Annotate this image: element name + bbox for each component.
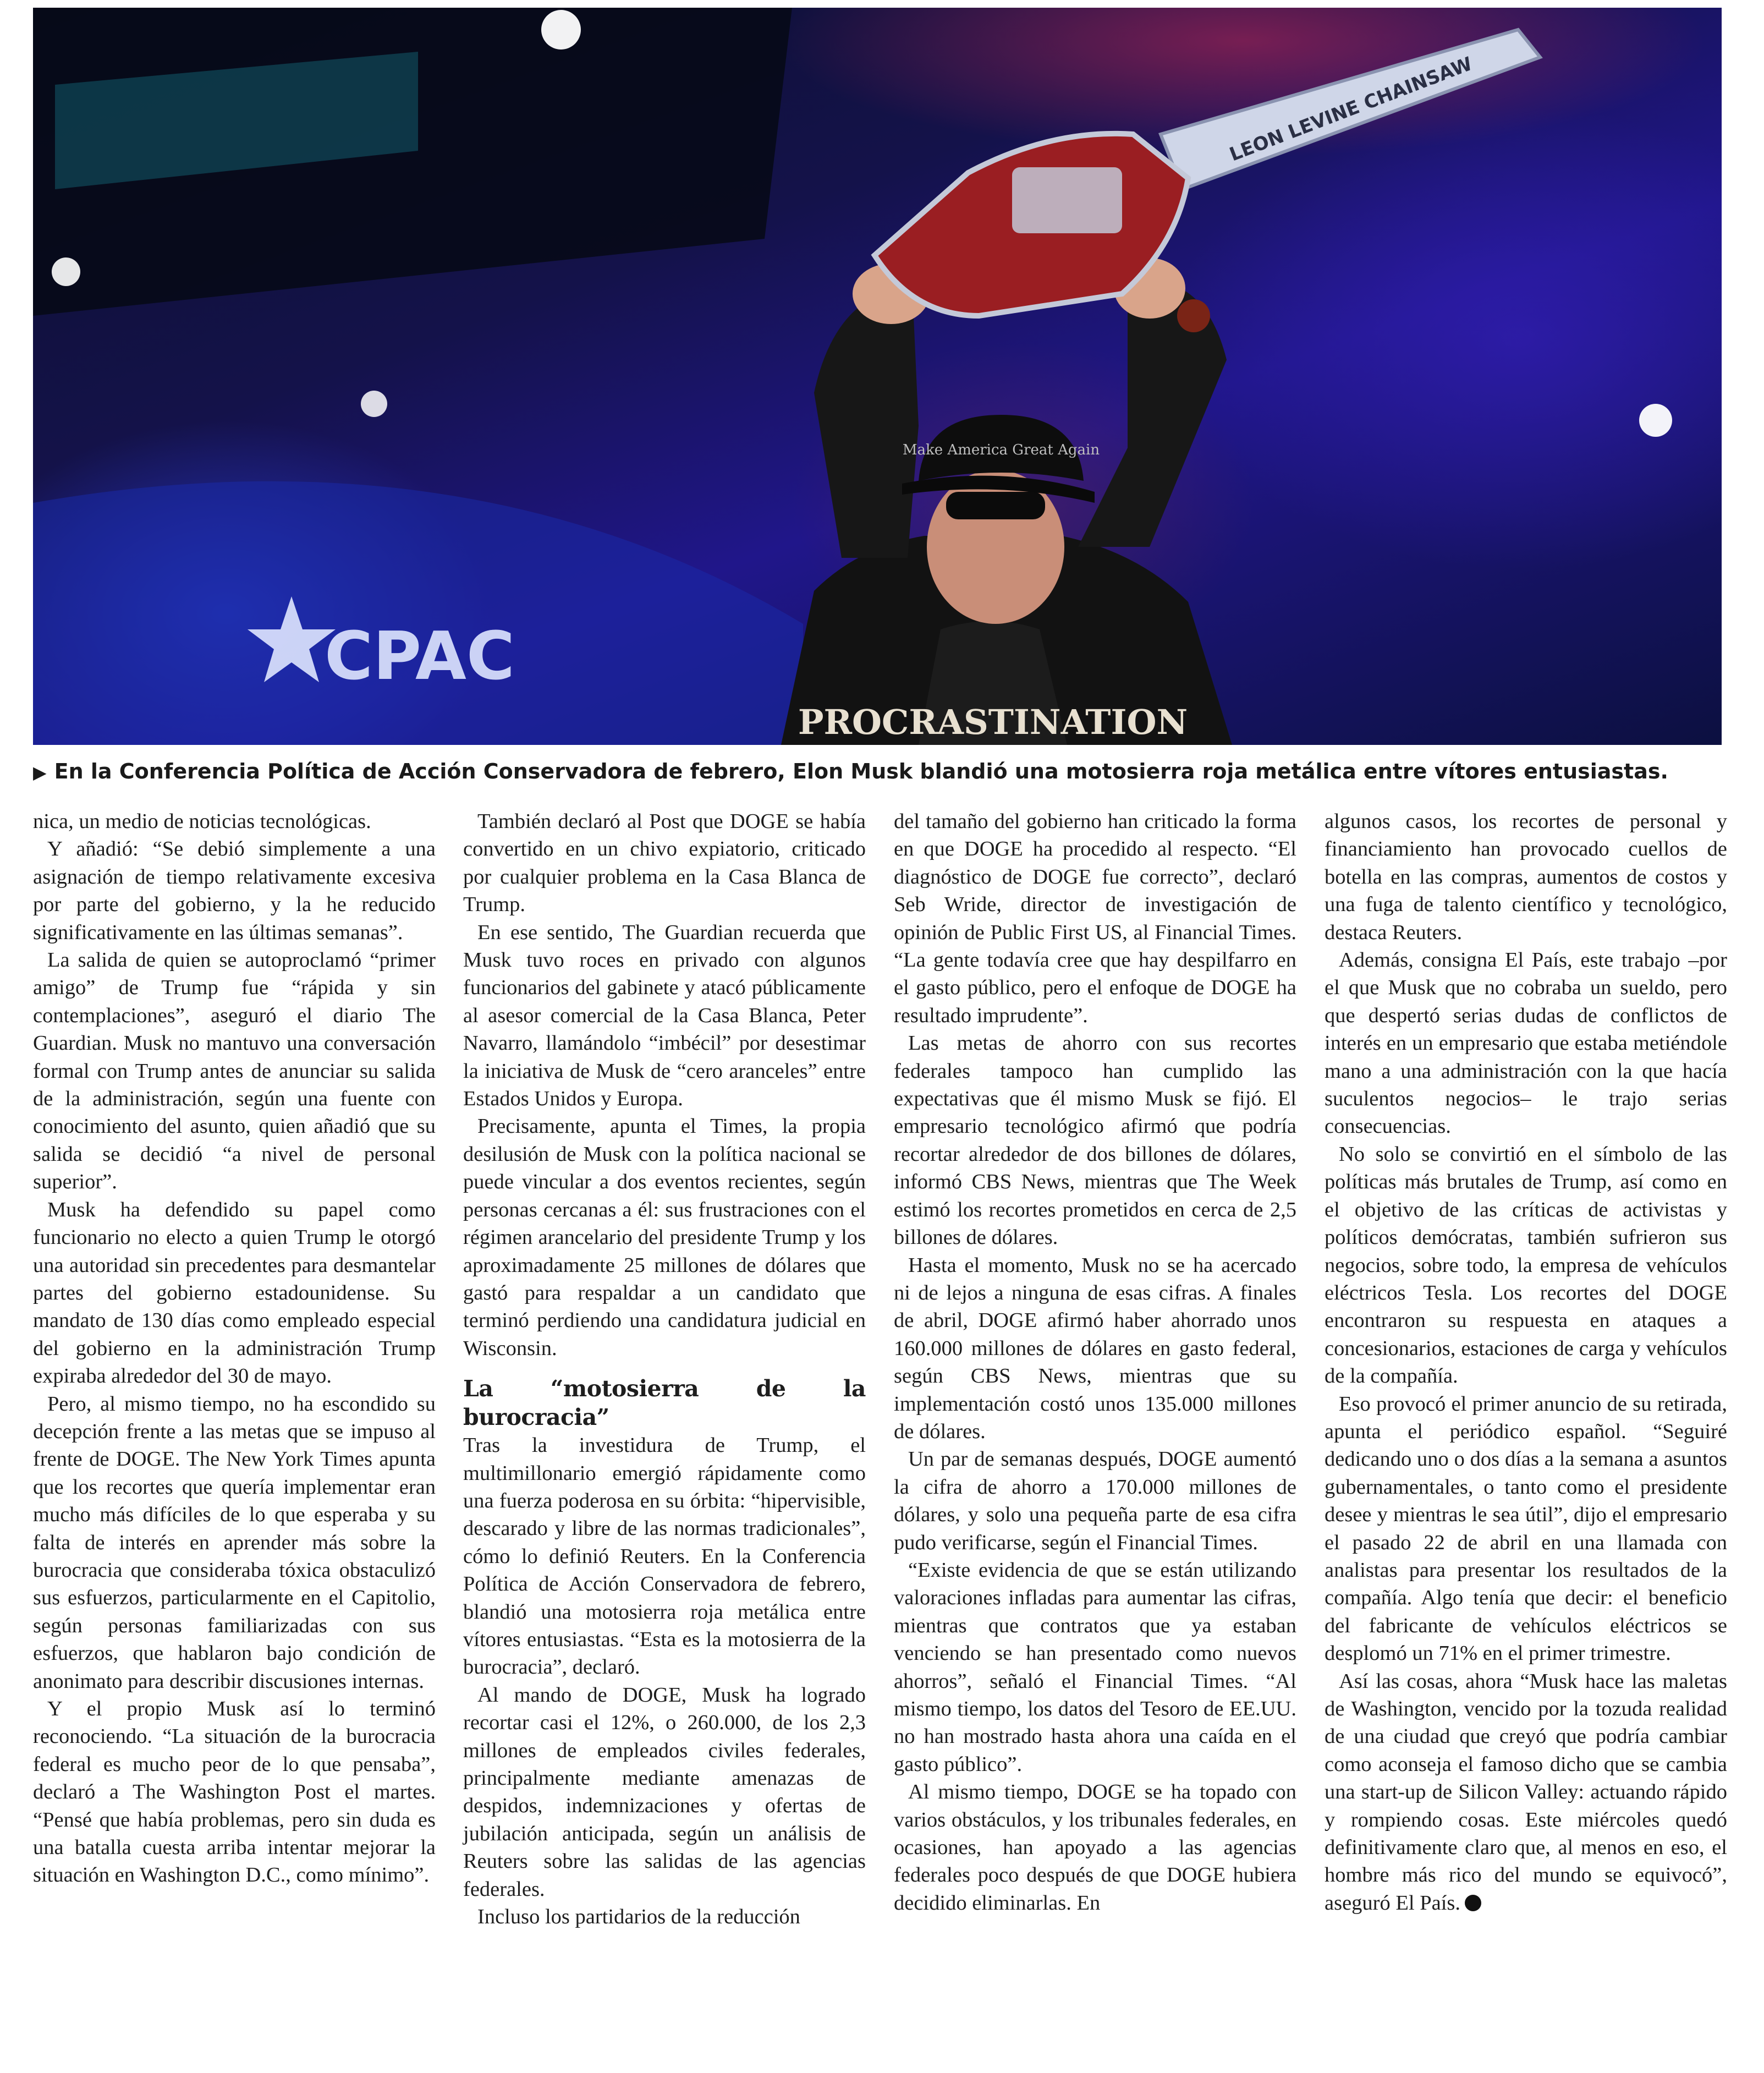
column-4 — [1325, 808, 1727, 1917]
paragraph: Un par de semanas después, DOGE aumentó la cifra de ahorro a 170.000 millones de dólares, y solo una pequeña parte de esa cifra pudo verificarse, según el Financial Times. — [894, 1447, 1296, 1554]
chainsaw-bar-text: LEON LEVINE CHAINSAW — [1226, 53, 1476, 166]
shirt-text: PROCRASTINATION — [798, 702, 1188, 742]
paragraph: También declaró al Post que DOGE se había convertido en un chivo expiatorio, criticado por cualquier problema en la Casa Blanca de Trump. — [463, 810, 866, 917]
stage-band — [33, 481, 803, 745]
chainsaw — [875, 30, 1540, 332]
photo-illustration — [33, 8, 1722, 745]
column-3 — [894, 808, 1296, 1917]
paragraph: del tamaño del gobierno han criticado la forma en que DOGE ha procedido al respecto. “El diagnóstico de DOGE fue correcto”, declaró Seb Wride, director de investigación de opinión de Public First US, al Financial Times. “La gente todavía cree que hay despilfarro en el gasto público, pero el enfoque de DOGE ha resultado imprudente”. — [894, 810, 1296, 1027]
paragraph: Pero, al mismo tiempo, no ha escondido su decepción frente a las metas que se impuso al frente de DOGE. The New York Times apunta que los recortes que quería implementar eran mucho más difíciles de lo que esperaba y su falta de interés en aprender más sobre la burocracia que consideraba tóxica obstaculizó sus esfuerzos, particularmente en el Capitolio, según personas familiarizadas con sus esfuerzos, que hablaron bajo condición de anonimato para describir discusiones internas. — [33, 1392, 436, 1693]
paragraph: algunos casos, los recortes de personal y financiamiento han provocado cuellos de botella en las compras, aumentos de costos y una fuga de talento científico y tecnológico, destaca Reuters. — [1325, 810, 1727, 944]
stage-light-2 — [52, 257, 80, 286]
paragraph: nica, un medio de noticias tecnológicas. — [33, 810, 371, 833]
paragraph: No solo se convirtió en el símbolo de las políticas más brutales de Trump, así como en el objetivo de las críticas de activistas y políticos demócratas, también sufrieron sus negocios, sobre todo, la empresa de vehículos eléctricos Tesla. Los recortes del DOGE encontraron su respuesta en ataques a concesionarios, estaciones de carga y vehículos de la compañía. — [1325, 1142, 1727, 1388]
section-subhead: La “motosierra de la burocracia” — [463, 1375, 866, 1431]
person-sunglasses — [946, 492, 1045, 519]
paragraph: Y añadió: “Se debió simplemente a una asignación de tiempo relativamente excesiva por parte del gobierno, y la he reducido significativamente en las últimas semanas”. — [33, 837, 436, 944]
paragraph: “Existe evidencia de que se están utilizando valoraciones infladas para aumentar las cifras, mientras que contratos que ya estaban venciendo se han presentado como nuevos ahorros”, señaló el Financial Times. “Al mismo tiempo, los datos del Tesoro de EE.UU. no han mostrado hasta ahora una caída en el gasto público”. — [894, 1558, 1296, 1776]
paragraph-final-text: Así las cosas, ahora “Musk hace las maletas de Washington, vencido por la tozuda realidad de una ciudad que creyó que podría cambiar como aconseja el famoso dicho que se cambia una start-up de Silicon Valley: actuando rápido y rompiendo cosas. Este miércoles quedó definitivamente claro que, al menos en eso, el hombre más rico del mundo se equivocó”, aseguró El País. — [1325, 1669, 1727, 1915]
cpac-logo-text: CPAC — [325, 618, 515, 695]
paragraph: Hasta el momento, Musk no se ha acercado ni de lejos a ninguna de esas cifras. A finales de abril, DOGE afirmó haber ahorrado unos 160.000 millones de dólares en gasto federal, según CBS News, mientras que su implementación costó unos 135.000 millones de dólares. — [894, 1253, 1296, 1443]
photo-caption — [33, 759, 1727, 783]
paragraph: Musk ha defendido su papel como funcionario no electo a quien Trump le otorgó una autoridad sin precedentes para desmantelar partes del gobierno estadounidense. Su mandato de 130 días como empleado especial del gobierno en la administración Trump expiraba alrededor del 30 de mayo. — [33, 1198, 436, 1388]
stage-light-1 — [541, 10, 581, 50]
caption-text: En la Conferencia Política de Acción Conservadora de febrero, Elon Musk blandió una motosierra roja metálica entre vítores entusiastas. — [54, 759, 1668, 783]
paragraph-final — [1325, 1668, 1727, 1917]
article-body — [33, 808, 1727, 2018]
paragraph: Además, consigna El País, este trabajo –por el que Musk que no cobraba un sueldo, pero que despertó serias dudas de conflictos de interés en un empresario que estaba metiéndole mano a una administración con la que hacía suculentos negocios– le trajo serias consecuencias. — [1325, 948, 1727, 1138]
paragraph: En ese sentido, The Guardian recuerda que Musk tuvo roces en privado con algunos funcionarios del gabinete y atacó públicamente al asesor comercial de la Casa Blanca, Peter Navarro, llamándolo “imbécil” por desestimar la iniciativa de Musk de “cero aranceles” entre Estados Unidos y Europa. — [463, 920, 866, 1111]
paragraph: Y el propio Musk así lo terminó reconociendo. “La situación de la burocracia federal es mucho peor de lo que pensaba”, declaró a The Washington Post el martes. “Pensé que había problemas, pero sin duda es una batalla cuesta arriba intentar mejorar la situación en Washington D.C., como mínimo”. — [33, 1697, 436, 1887]
paragraph: Precisamente, apunta el Times, la propia desilusión de Musk con la política nacional se puede vincular a dos eventos recientes, según personas cercanas a él: sus frustraciones con el régimen arancelario del presidente Trump y los aproximadamente 25 millones de dólares que gastó para respaldar a un candidato que terminó perdiendo una candidatura judicial en Wisconsin. — [463, 1115, 866, 1360]
article-photo — [33, 8, 1722, 745]
paragraph: Tras la investidura de Trump, el multimillonario emergió rápidamente como una fuerza poderosa en su órbita: “hipervisible, descarado y libre de las normas tradicionales”, cómo lo definió Reuters. En la Conferencia Política de Acción Conservadora de febrero, blandió una motosierra roja metálica entre vítores entusiastas. “Esta es la motosierra de la burocracia”, declaró. — [463, 1434, 866, 1679]
paragraph: Eso provocó el primer anuncio de su retirada, apunta el periódico español. “Seguiré dedicando uno o dos días a la semana a asuntos gubernamentales, o tanto como el presidente desee y mientras le sea útil”, dijo el empresario el pasado 22 de abril en una llamada con analistas para presentar los resultados de la compañía. Algo tenía que decir: el beneficio del fabricante de vehículos eléctricos se desplomó un 71% en el primer trimestre. — [1325, 1392, 1727, 1665]
column-1 — [33, 808, 436, 1889]
paragraph: Las metas de ahorro con sus recortes federales tampoco han cumplido las expectativas que él mismo Musk se fijó. El empresario tecnológico afirmó que podría recortar alrededor de dos billones de dólares, informó CBS News, mientras que The Week estimó los recortes prometidos en cerca de 2,5 billones de dólares. — [894, 1032, 1296, 1249]
cap-text: Make America Great Again — [902, 442, 1100, 458]
end-mark-icon — [1465, 1895, 1481, 1911]
paragraph: Incluso los partidarios de la reducción — [477, 1905, 800, 1929]
person-left-arm — [814, 294, 919, 558]
column-2 — [463, 808, 866, 1931]
paragraph: Al mismo tiempo, DOGE se ha topado con varios obstáculos, y los tribunales federales, en ocasiones, han apoyado a las agencias federales poco después de que DOGE hubiera decidido eliminarlas. En — [894, 1780, 1296, 1915]
paragraph: La salida de quien se autoproclamó “primer amigo” de Trump fue “rápida y sin contemplaciones”, aseguró el diario The Guardian. Musk no mantuvo una conversación formal con Trump antes de anunciar su salida de la administración, según una fuente con conocimiento del asunto, quien añadió que su salida se decidió “a nivel de personal superior”. — [33, 948, 436, 1194]
paragraph: Al mando de DOGE, Musk ha logrado recortar casi el 12%, o 260.000, de los 2,3 millones de empleados civiles federales, principalmente mediante amenazas de despidos, indemnizaciones y ofertas de jubilación anticipada, según un análisis de Reuters sobre las salidas de las agencias federales. — [463, 1683, 866, 1901]
stage-light-3 — [361, 391, 387, 417]
stage-light-4 — [1639, 404, 1672, 437]
caption-marker-icon: ▶ — [33, 762, 47, 783]
